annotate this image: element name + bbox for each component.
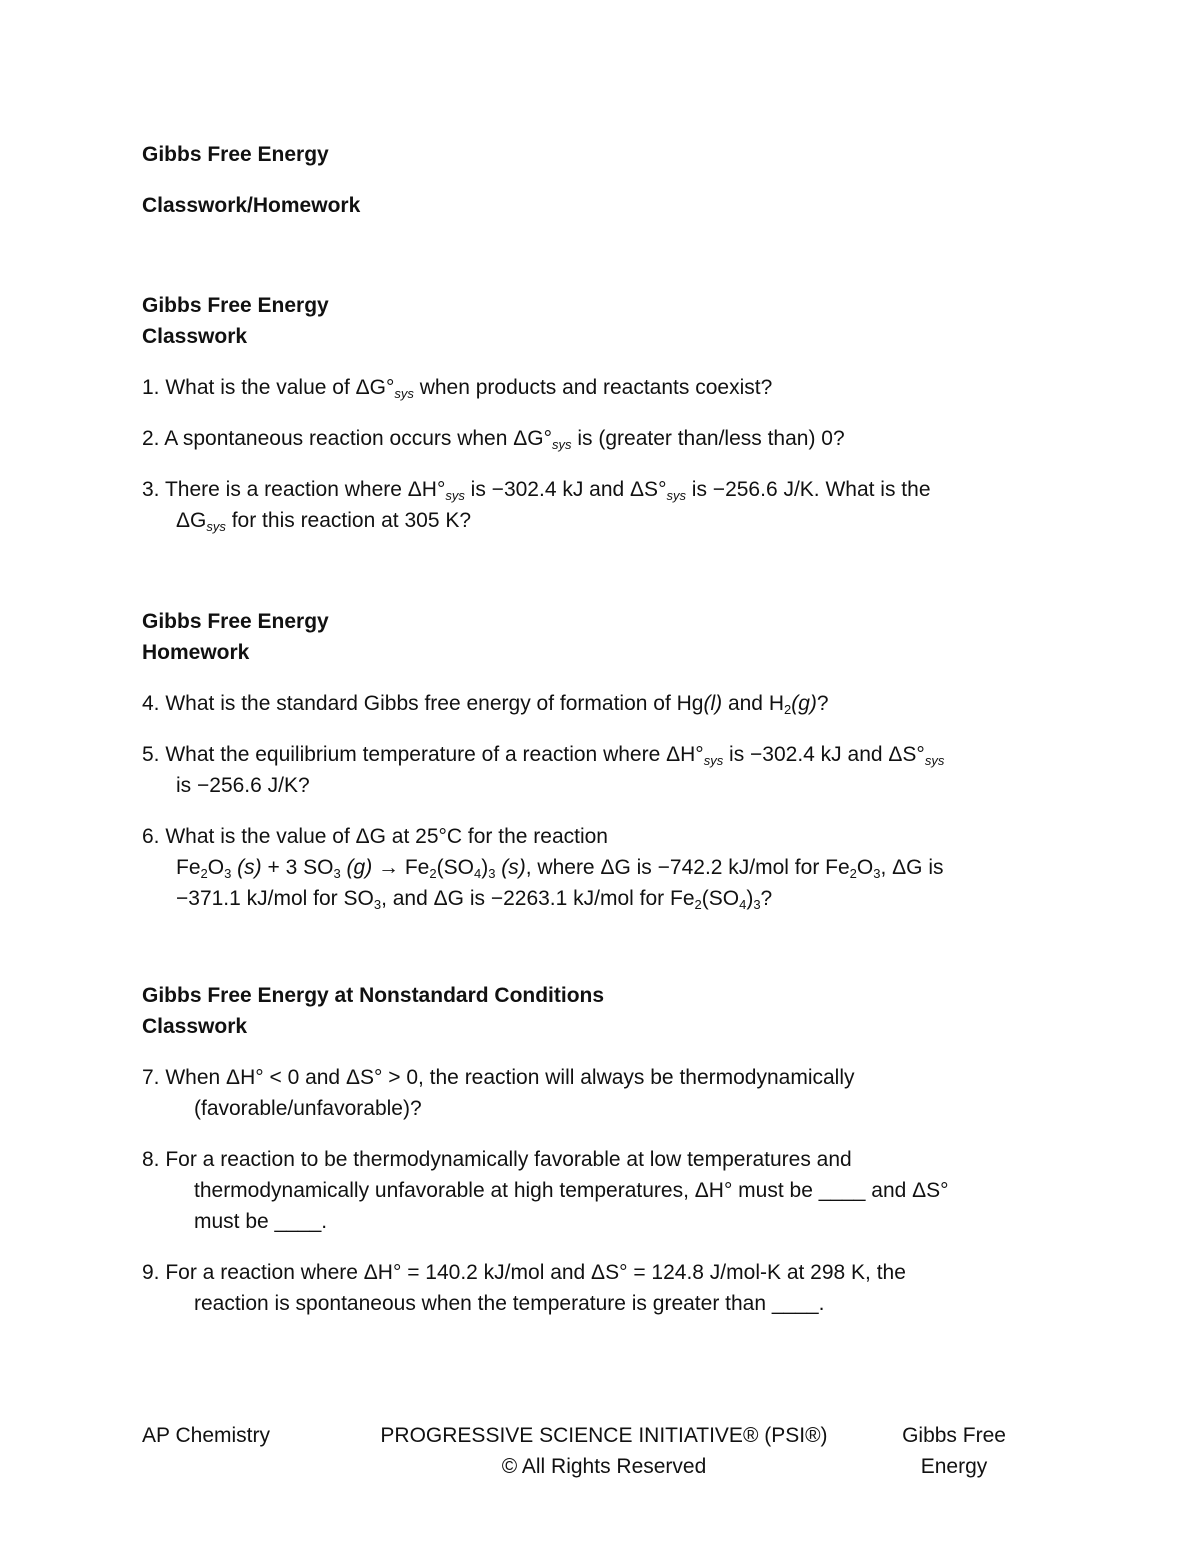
section-title: Gibbs Free Energy (142, 294, 329, 317)
page-footer (142, 1420, 1042, 1484)
section-subtitle: Homework (142, 641, 250, 664)
section-title: Gibbs Free Energy (142, 610, 329, 633)
doc-subtitle: Classwork/Homework (142, 194, 361, 217)
question-1: 1. What is the value of ΔG°sys when products and reactants coexist? (142, 376, 773, 401)
question-2: 2. A spontaneous reaction occurs when ΔG°sys is (greater than/less than) 0? (142, 427, 845, 452)
section-title: Gibbs Free Energy at Nonstandard Conditions (142, 984, 605, 1007)
section-subtitle: Classwork (142, 1015, 248, 1038)
question-3: 3. There is a reaction where ΔH°sys is −302.4 kJ and ΔS°sys is −256.6 J/K. What is the ΔGsys for this reaction at 305 K? (142, 478, 931, 534)
question-5: 5. What the equilibrium temperature of a reaction where ΔH°sys is −302.4 kJ and ΔS°sys is −256.6 J/K? (142, 743, 945, 797)
question-4: 4. What is the standard Gibbs free energy of formation of Hg(l) and $H_2(g)$? (142, 692, 829, 717)
footer-topic: Gibbs Free Energy (902, 1424, 1006, 1478)
question-8: 8. For a reaction to be thermodynamically favorable at low temperatures and thermodynamically unfavorable at high temperatures, ΔH° must be ____ and ΔS° must be ____. (142, 1148, 949, 1233)
worksheet-page (142, 139, 1062, 1339)
doc-title: Gibbs Free Energy (142, 143, 329, 166)
footer-course: AP Chemistry (142, 1424, 270, 1447)
footer-publisher: PROGRESSIVE SCIENCE INITIATIVE® (PSI®) © All Rights Reserved (380, 1424, 828, 1478)
section-subtitle: Classwork (142, 325, 248, 348)
question-9: 9. For a reaction where ΔH° = 140.2 kJ/mol and ΔS° = 124.8 J/mol-K at 298 K, the reaction is spontaneous when the temperature is greater than ____. (142, 1261, 906, 1315)
question-6: 6. What is the value of ΔG at 25°C for the reaction $Fe_2O_3$ (s) + 3 $SO_3$ $(g) \to Fe_2(SO_4)_3$ (s), where ΔG is −742.2 kJ/mol for $Fe_2O_3$, ΔG is −371.1 kJ/mol for $SO_3$, and ΔG is −2263.1 kJ/mol for $Fe_2(SO_4)_3$? (142, 825, 944, 912)
question-7: 7. When ΔH° < 0 and ΔS° > 0, the reaction will always be thermodynamically (favorable/unfavorable)? (142, 1066, 855, 1120)
